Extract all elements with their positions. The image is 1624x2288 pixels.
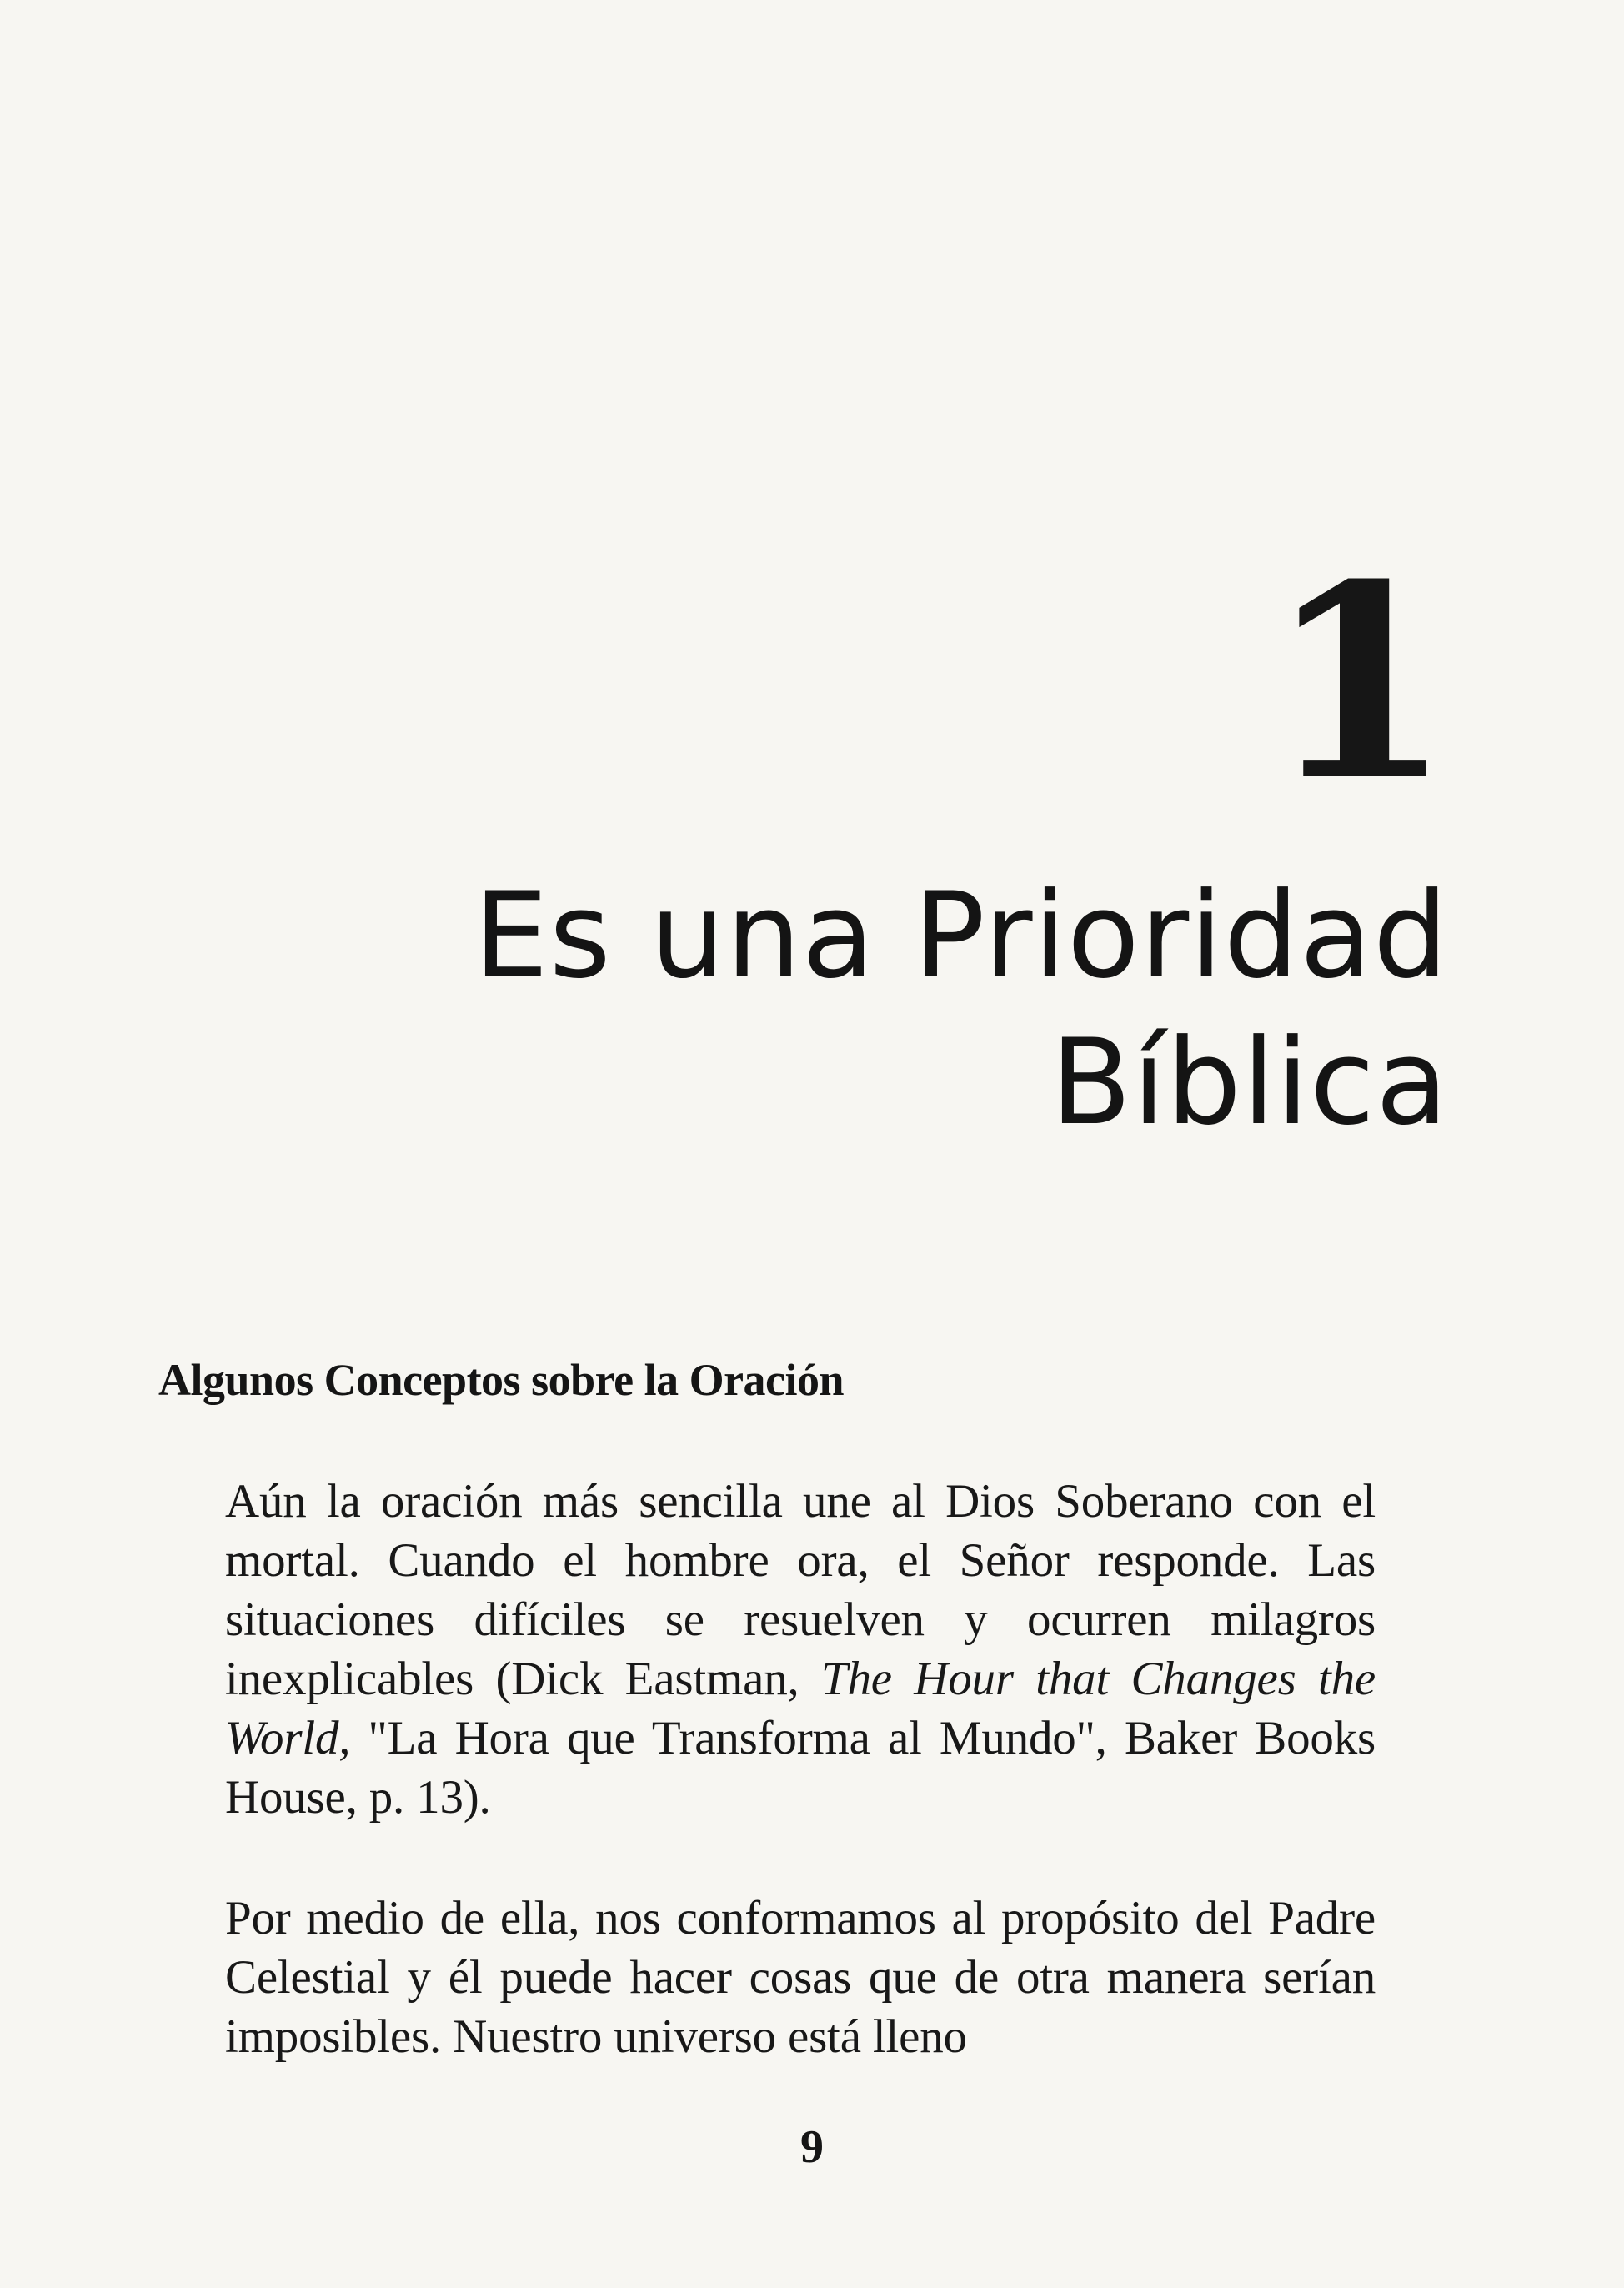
chapter-number: 1 bbox=[1266, 527, 1449, 840]
citation-title: The Hour that Changes the World, bbox=[225, 1653, 1376, 1764]
paragraph-1 bbox=[225, 1472, 1376, 1827]
chapter-title bbox=[282, 863, 1449, 1157]
section-heading: Algunos Conceptos sobre la Oración bbox=[158, 1355, 845, 1405]
paragraph-1-text-before-citation: Aún la oración más sencilla une al Dios Soberano con el mortal. Cuando el hombre ora, el Señor responde. Las situaciones difíciles se resuelven y ocurren milagros inexplicables (Dick Eastman, bbox=[225, 1475, 1376, 1705]
chapter-title-line-2: Bíblica bbox=[1050, 1014, 1449, 1152]
paragraph-1-text-after-citation: "La Hora que Transforma al Mundo", Baker Books House, p. 13). bbox=[225, 1712, 1376, 1824]
chapter-title-line-1: Es una Prioridad bbox=[474, 867, 1449, 1005]
page-number: 9 bbox=[800, 2121, 824, 2173]
paragraph-2: Por medio de ella, nos conformamos al propósito del Padre Celestial y él puede hacer cosas que de otra manera serían imposibles. Nuestro universo está lleno bbox=[225, 1892, 1376, 2063]
